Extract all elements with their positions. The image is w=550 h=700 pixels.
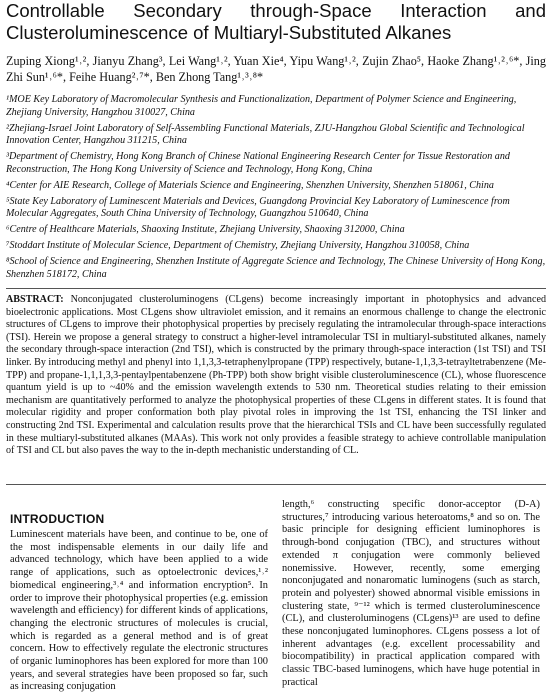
affiliation-6: ⁶Centre of Healthcare Materials, Shaoxing Institute, Zhejiang University, Shaoxing 312000, China: [6, 224, 405, 236]
affiliation-4: ⁴Center for AIE Research, College of Materials Science and Engineering, Shenzhen University, Shenzhen 518061, China: [6, 179, 494, 191]
affiliation-7: ⁷Stoddart Institute of Molecular Science, Department of Chemistry, Zhejiang University, Hangzhou 310058, China: [6, 239, 470, 251]
affiliation-list: [6, 94, 546, 284]
affiliation-5: ⁵State Key Laboratory of Luminescent Materials and Devices, Guangdong Provincial Key Laboratory of Luminescence from Molecular Aggregates, South China University of Technology, Guangzhou 510640, China: [6, 195, 510, 220]
abstract-top-rule: [6, 288, 546, 289]
intro-column-right: length,⁶ constructing specific donor-acceptor (D-A) structures,⁷ introducing various heteroatoms,⁸ and so on. The basic principle for designing efficient luminophores is through-bond conjugation (TBC), and structures without extended π conjugation were commonly believed nonemissive. However, recently, some emerging nonconjugated and nonaromatic luminogens (such as starch, protein and polyester) showed abnormal visible emissions in clustering state, ⁹⁻¹² which is termed clusteroluminescence (CL), and clusteroluminogens (CLgens)¹³ are used to define these nonconjugated luminophores. CLgens possess a lot of inherent advantages (e.g. excellent processability and biocompatibility) in practical application compared with classic TBC-based luminogens, which have huge potential in practical: [282, 499, 540, 688]
abstract-label: ABSTRACT:: [6, 294, 64, 305]
affiliation-1: ¹MOE Key Laboratory of Macromolecular Synthesis and Functionalization, Department of Polymer Science and Engineering, Zhejiang University, Hangzhou 310027, China: [6, 94, 517, 118]
affiliation-3: ³Department of Chemistry, Hong Kong Branch of Chinese National Engineering Research Center for Tissue Restoration and Reconstruction, The Hong Kong University of Science and Technology, Hong Kong, China: [6, 151, 510, 175]
affiliation-8: ⁸School of Science and Engineering, Shenzhen Institute of Aggregate Science and Technology, The Chinese University of Hong Kong, Shenzhen 518172, China: [6, 255, 546, 280]
abstract-block: [6, 294, 546, 458]
abstract-bottom-rule: [6, 484, 546, 485]
intro-column-left: Luminescent materials have been, and continue to be, one of the most indispensable elements in our daily life and advanced technology, which have been applied to a wide range of applications, such as optoelectronic devices,¹˒² biomedical engineering,³˒⁴ and information encryption⁵. In order to improve their photophysical properties (e.g. emission wavelength and efficiency) for different kinds of applications, changing the electronic structures of molecules is crucial, which is regarded as a general method and is of great concern. How to effectively regulate the electronic structures of organic luminophores has been explored for more than 100 years, and several strategies have been proposed so far, such as increasing conjugation: [10, 529, 268, 693]
paper-title: Controllable Secondary through-Space Interaction and Clusteroluminescence of Multiaryl-Substituted Alkanes: [6, 0, 546, 43]
author-list: Zuping Xiong¹˒², Jianyu Zhang³, Lei Wang¹˒², Yuan Xie⁴, Yipu Wang¹˒², Zujin Zhao⁵, Haoke Zhang¹˒²˒⁶*, Jing Zhi Sun¹˒⁶*, Feihe Huang²˒⁷*, Ben Zhong Tang¹˒³˒⁸*: [6, 54, 546, 84]
abstract-text: Nonconjugated clusteroluminogens (CLgens) become increasingly important in photophysics and advanced bioelectronic applications. Most CLgens show ultraviolet emission, and it remains an enormous challenge to change the electronic structures of CLgens to improve their photophysical properties by precisely regulating the intramolecular through-space interactions (TSI). Herein we propose a general strategy to construct a higher-level intramolecular TSI in multiaryl-substituted alkanes, namely the secondary through-space interaction (2nd TSI), which is constructed by the primary through-space interaction (1st TSI) and TSI linker. By introducing methyl and phenyl into 1,1,3,3-tetraphenylpropane (TPP) respectively, butane-1,1,3,3-tetrayltetrabenzene (Me-TPP) and propane-1,1,1,3,3-pentaylpentabenzene (Ph-TPP) both show bright visible clusteroluminescence (CL), whose fluorescence quantum yield is up to ~40% and the emission wavelength extends to 530 nm. Theoretical studies relating to their emission mechanism are quantitatively performed to analyze the photophysical properties of these CLgens in different states. It is found that molecular rigidity and proper conformation both play pivotal roles in improving the 1st TSI, enhancing the TSI linker and constructing 2nd TSI. Experimental and calculation results prove that the hierarchical TSIs and CL have been successfully regulated in these multiaryl-substituted alkanes (MAAs). This work not only provides a feasible strategy to achieve controllable manipulation of TSI and CL but also paves the way to the in-depth mechanistic understanding of CL.: [6, 294, 546, 457]
affiliation-2: ²Zhejiang-Israel Joint Laboratory of Self-Assembling Functional Materials, ZJU-Hangzhou Global Scientific and Technological Innovation Center, Hangzhou 311215, China: [6, 122, 525, 147]
section-heading-introduction: INTRODUCTION: [10, 512, 105, 526]
